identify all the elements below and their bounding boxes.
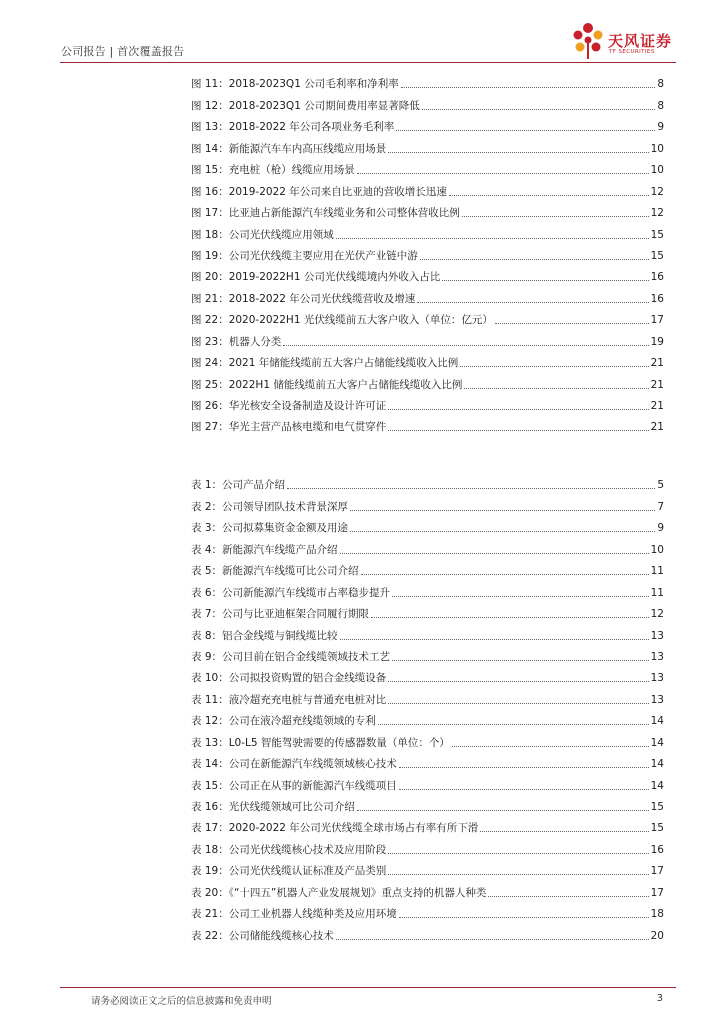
figure-entry-title: 图 20：2019-2022H1 公司光伏线缆境内外收入占比 bbox=[191, 271, 441, 284]
dot-leader bbox=[392, 596, 649, 597]
figure-entry-title: 图 12：2018-2023Q1 公司期间费用率显著降低 bbox=[191, 99, 420, 112]
table-entry[interactable] bbox=[191, 471, 664, 492]
figure-entry[interactable] bbox=[191, 306, 664, 327]
dot-leader bbox=[357, 810, 649, 811]
dot-leader bbox=[350, 510, 655, 511]
table-entry[interactable] bbox=[191, 557, 664, 578]
figure-entry-title: 图 24：2021 年储能线缆前五大客户占储能线缆收入比例 bbox=[191, 357, 459, 370]
figure-entry[interactable] bbox=[191, 156, 664, 177]
figure-entry[interactable] bbox=[191, 349, 664, 370]
figure-entry[interactable] bbox=[191, 199, 664, 220]
table-entry[interactable] bbox=[191, 793, 664, 814]
table-entry-page: 17 bbox=[650, 865, 664, 878]
table-entry[interactable] bbox=[191, 707, 664, 728]
dot-leader bbox=[336, 238, 649, 239]
dot-leader bbox=[488, 896, 648, 897]
table-entry[interactable] bbox=[191, 750, 664, 771]
figure-entry[interactable] bbox=[191, 177, 664, 198]
table-entry[interactable] bbox=[191, 900, 664, 921]
table-entry-page: 16 bbox=[650, 843, 664, 856]
figure-entry[interactable] bbox=[191, 242, 664, 263]
table-entry[interactable] bbox=[191, 835, 664, 856]
figure-index bbox=[191, 70, 664, 434]
dot-leader bbox=[378, 724, 649, 725]
figure-entry-title: 图 14：新能源汽车车内高压线缆应用场景 bbox=[191, 142, 387, 155]
dot-leader bbox=[460, 366, 648, 367]
table-entry-title: 表 8：铝合金线缆与铜线缆比较 bbox=[191, 629, 338, 642]
table-entry-page: 12 bbox=[650, 608, 664, 621]
dot-leader bbox=[417, 302, 648, 303]
figure-entry-title: 图 22：2020-2022H1 光伏线缆前五大客户收入（单位：亿元） bbox=[191, 314, 493, 327]
table-entry-page: 13 bbox=[650, 693, 664, 706]
table-entry-title: 表 12：公司在液冷超充线缆领域的专利 bbox=[191, 715, 376, 728]
table-entry-title: 表 18：公司光伏线缆核心技术及应用阶段 bbox=[191, 843, 387, 856]
figure-entry-page: 12 bbox=[650, 185, 664, 198]
figure-entry-title: 图 11：2018-2023Q1 公司毛利率和净利率 bbox=[191, 78, 399, 91]
dot-leader bbox=[340, 553, 649, 554]
table-entry-title: 表 13：L0-L5 智能驾驶需要的传感器数量（单位：个） bbox=[191, 736, 450, 749]
figure-entry-page: 8 bbox=[657, 78, 664, 91]
table-entry-title: 表 11：液冷超充充电桩与普通充电桩对比 bbox=[191, 693, 387, 706]
table-entry-page: 17 bbox=[650, 886, 664, 899]
dot-leader bbox=[388, 681, 648, 682]
table-entry[interactable] bbox=[191, 878, 664, 899]
table-entry-page: 14 bbox=[650, 779, 664, 792]
figure-entry-page: 16 bbox=[650, 271, 664, 284]
table-entry-title: 表 2：公司领导团队技术背景深厚 bbox=[191, 500, 349, 513]
figure-entry-title: 图 18：公司光伏线缆应用领域 bbox=[191, 228, 334, 241]
logo-name: 天风证券 bbox=[608, 32, 673, 50]
dot-leader bbox=[283, 345, 648, 346]
table-entry[interactable] bbox=[191, 535, 664, 556]
figure-entry[interactable] bbox=[191, 370, 664, 391]
figure-entry-title: 图 13：2018-2022 年公司各项业务毛利率 bbox=[191, 121, 395, 134]
dot-leader bbox=[340, 639, 649, 640]
table-entry-title: 表 16：光伏线缆领域可比公司介绍 bbox=[191, 801, 355, 813]
dot-leader bbox=[388, 853, 648, 854]
table-entry-title: 表 17：2020-2022 年公司光伏线缆全球市场占有率有所下滑 bbox=[191, 822, 479, 835]
footer-divider bbox=[60, 987, 676, 988]
table-entry-page: 14 bbox=[650, 736, 664, 749]
dot-leader bbox=[388, 152, 648, 153]
dot-leader bbox=[396, 130, 655, 131]
figure-entry[interactable] bbox=[191, 284, 664, 305]
table-entry-title: 表 20：《“十四五”机器人产业发展规划》重点支持的机器人种类 bbox=[191, 886, 487, 899]
dot-leader bbox=[388, 874, 648, 875]
dot-leader bbox=[422, 109, 656, 110]
table-entry[interactable] bbox=[191, 600, 664, 621]
dot-leader bbox=[495, 323, 649, 324]
logo-subtitle: TF SECURITIES bbox=[609, 49, 655, 55]
figure-entry[interactable] bbox=[191, 113, 664, 134]
figure-entry[interactable] bbox=[191, 134, 664, 155]
figure-entry[interactable] bbox=[191, 413, 664, 434]
table-entry-title: 表 9：公司目前在铝合金线缆领域技术工艺 bbox=[191, 650, 391, 663]
table-entry[interactable] bbox=[191, 921, 664, 942]
table-entry-page: 18 bbox=[650, 908, 664, 921]
table-entry-title: 表 6：公司新能源汽车线缆市占率稳步提升 bbox=[191, 586, 391, 599]
figure-entry-page: 16 bbox=[650, 292, 664, 305]
figure-entry-page: 12 bbox=[650, 207, 664, 220]
table-entry-title: 表 21：公司工业机器人线缆种类及应用环境 bbox=[191, 908, 397, 921]
figure-entry[interactable] bbox=[191, 327, 664, 348]
figure-entry-title: 图 21：2018-2022 年公司光伏线缆营收及增速 bbox=[191, 292, 416, 305]
dot-leader bbox=[420, 259, 649, 260]
table-entry-title: 表 5：新能源汽车线缆可比公司介绍 bbox=[191, 565, 359, 578]
table-entry[interactable] bbox=[191, 514, 664, 535]
table-entry-page: 7 bbox=[657, 500, 664, 513]
figure-entry-page: 8 bbox=[657, 99, 664, 112]
table-entry[interactable] bbox=[191, 643, 664, 664]
dot-leader bbox=[361, 574, 649, 575]
header-divider bbox=[60, 62, 676, 63]
table-index bbox=[191, 471, 664, 943]
table-entry-title: 表 7：公司与比亚迪框架合同履行期限 bbox=[191, 608, 370, 621]
dot-leader bbox=[449, 195, 649, 196]
table-entry[interactable] bbox=[191, 771, 664, 792]
figure-entry-title: 图 27：华光主营产品核电缆和电气贯穿件 bbox=[191, 421, 387, 434]
report-type-header: 公司报告 | 首次覆盖报告 bbox=[61, 45, 185, 58]
figure-entry-title: 图 25：2022H1 储能线缆前五大客户占储能线缆收入比例 bbox=[191, 378, 463, 391]
table-entry-page: 5 bbox=[657, 479, 664, 492]
tf-securities-logo bbox=[571, 22, 681, 62]
page-number: 3 bbox=[656, 993, 663, 1004]
dot-leader bbox=[371, 617, 649, 618]
dot-leader bbox=[388, 409, 648, 410]
dot-leader bbox=[392, 660, 649, 661]
dot-leader bbox=[399, 917, 649, 918]
figure-entry-title: 图 19：公司光伏线缆主要应用在光伏产业链中游 bbox=[191, 249, 418, 262]
table-entry-page: 9 bbox=[657, 522, 664, 535]
table-entry-title: 表 14：公司在新能源汽车线缆领域核心技术 bbox=[191, 758, 397, 771]
figure-entry-title: 图 23：机器人分类 bbox=[191, 335, 282, 348]
figure-entry[interactable] bbox=[191, 70, 664, 91]
figure-entry-page: 10 bbox=[650, 142, 664, 155]
dot-leader bbox=[287, 488, 655, 489]
dot-leader bbox=[399, 767, 649, 768]
table-entry-page: 13 bbox=[650, 629, 664, 642]
table-entry-page: 13 bbox=[650, 650, 664, 663]
dot-leader bbox=[462, 216, 649, 217]
dot-leader bbox=[399, 789, 649, 790]
table-entry[interactable] bbox=[191, 578, 664, 599]
table-entry-page: 11 bbox=[650, 565, 664, 578]
footer-disclaimer: 请务必阅读正文之后的信息披露和免责申明 bbox=[91, 996, 272, 1007]
figure-entry-page: 17 bbox=[650, 314, 664, 327]
figure-entry-page: 21 bbox=[650, 357, 664, 370]
table-entry[interactable] bbox=[191, 621, 664, 642]
figure-entry[interactable] bbox=[191, 220, 664, 241]
figure-entry[interactable] bbox=[191, 91, 664, 112]
figure-entry-page: 21 bbox=[650, 421, 664, 434]
table-entry-page: 13 bbox=[650, 672, 664, 685]
dot-leader bbox=[480, 831, 648, 832]
figure-entry-title: 图 15：充电桩（枪）线缆应用场景 bbox=[191, 164, 355, 177]
table-entry[interactable] bbox=[191, 492, 664, 513]
dot-leader bbox=[336, 939, 649, 940]
figure-entry-page: 10 bbox=[650, 164, 664, 177]
table-entry[interactable] bbox=[191, 857, 664, 878]
dot-leader bbox=[388, 430, 648, 431]
table-entry-title: 表 4：新能源汽车线缆产品介绍 bbox=[191, 543, 338, 556]
table-entry[interactable] bbox=[191, 814, 664, 835]
table-entry-title: 表 10：公司拟投资购置的铝合金线缆设备 bbox=[191, 672, 387, 685]
figure-entry-page: 21 bbox=[650, 400, 664, 412]
table-entry[interactable] bbox=[191, 685, 664, 706]
figure-entry-title: 图 17：比亚迪占新能源汽车线缆业务和公司整体营收比例 bbox=[191, 207, 460, 220]
dot-leader bbox=[350, 531, 655, 532]
dot-leader bbox=[388, 703, 648, 704]
figure-entry-title: 图 26：华光核安全设备制造及设计许可证 bbox=[191, 400, 387, 412]
table-entry-title: 表 15：公司正在从事的新能源汽车线缆项目 bbox=[191, 779, 397, 792]
table-entry-title: 表 1：公司产品介绍 bbox=[191, 479, 286, 492]
dot-leader bbox=[401, 87, 656, 88]
table-entry-page: 20 bbox=[650, 929, 664, 942]
figure-entry-title: 图 16：2019-2022 年公司来自比亚迪的营收增长迅速 bbox=[191, 185, 447, 198]
table-entry-page: 15 bbox=[650, 822, 664, 835]
table-entry-title: 表 19：公司光伏线缆认证标准及产品类别 bbox=[191, 865, 387, 878]
table-entry-page: 11 bbox=[650, 586, 664, 599]
figure-entry-page: 15 bbox=[650, 249, 664, 262]
table-entry-page: 15 bbox=[650, 801, 664, 813]
figure-entry-page: 15 bbox=[650, 228, 664, 241]
table-entry-page: 14 bbox=[650, 758, 664, 771]
table-entry-title: 表 3：公司拟募集资金金额及用途 bbox=[191, 522, 349, 535]
table-entry-page: 14 bbox=[650, 715, 664, 728]
dot-leader bbox=[357, 173, 649, 174]
table-entry[interactable] bbox=[191, 728, 664, 749]
table-entry[interactable] bbox=[191, 664, 664, 685]
figure-entry[interactable] bbox=[191, 392, 664, 413]
table-entry-title: 表 22：公司储能线缆核心技术 bbox=[191, 929, 334, 942]
dot-leader bbox=[452, 746, 649, 747]
figure-entry-page: 19 bbox=[650, 335, 664, 348]
dot-leader bbox=[442, 280, 648, 281]
flower-logo-icon bbox=[571, 22, 605, 60]
table-entry-page: 10 bbox=[650, 543, 664, 556]
dot-leader bbox=[464, 388, 648, 389]
figure-entry-page: 21 bbox=[650, 378, 664, 391]
figure-entry-page: 9 bbox=[657, 121, 664, 134]
figure-entry[interactable] bbox=[191, 263, 664, 284]
